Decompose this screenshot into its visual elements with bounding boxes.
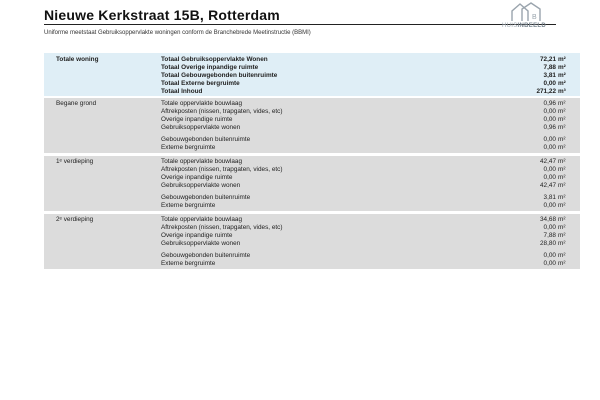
floor-row [44,124,580,132]
floor-row [44,116,580,124]
brand-name [502,23,562,29]
summary-block [44,53,580,96]
floor-item-unit: m² [558,216,566,223]
floor-item-value: 3,81 [543,194,556,201]
summary-item-name: Totaal Overige inpandige ruimte [161,64,259,71]
floor-item-name: Gebruiksoppervlakte wonen [161,124,241,131]
summary-item-unit: m² [558,80,566,87]
floor-item-name: Gebruiksoppervlakte wonen [161,182,241,189]
floor-item-value: 0,96 [543,100,556,107]
floor-row [44,216,580,224]
floor-item-value: 0,00 [543,166,556,173]
floor-item-unit: m² [558,166,566,173]
floor-item-name: Aftrekposten (nissen, trapgaten, vides, etc) [161,224,283,231]
floor-item-unit: m² [558,100,566,107]
floor-item-unit: m² [558,136,566,143]
floor-item-unit: m² [558,182,566,189]
floor-block-2e-verdieping [44,214,580,269]
floor-item-value: 0,00 [543,260,556,267]
floor-item-unit: m² [558,124,566,131]
floor-item-unit: m² [558,224,566,231]
floor-item-unit: m² [558,260,566,267]
summary-item-name: Totaal Inhoud [161,88,203,95]
floor-item-name: Totale oppervlakte bouwlaag [161,100,243,107]
floor-item-name: Overige inpandige ruimte [161,232,233,239]
floor-row [44,136,580,144]
floor-item-name: Gebouwgebonden buitenruimte [161,136,251,143]
floor-item-value: 7,88 [543,232,556,239]
floor-item-unit: m² [558,158,566,165]
floor-item-name: Externe bergruimte [161,202,216,209]
floor-item-value: 0,00 [543,202,556,209]
summary-item-value: 72,21 [540,56,556,63]
floor-item-name: Aftrekposten (nissen, trapgaten, vides, etc) [161,108,283,115]
floor-item-value: 0,96 [543,124,556,131]
floor-item-name: Gebouwgebonden buitenruimte [161,194,251,201]
floor-row [44,224,580,232]
floor-item-name: Externe bergruimte [161,260,216,267]
summary-row [44,56,580,64]
floor-item-name: Aftrekposten (nissen, trapgaten, vides, etc) [161,166,283,173]
floor-label: 2ᵉ verdieping [56,216,94,223]
floor-block-begane-grond [44,98,580,153]
summary-item-unit: m² [558,56,566,63]
floor-item-name: Totale oppervlakte bouwlaag [161,216,243,223]
svg-text:B: B [532,14,537,21]
floor-row [44,182,580,190]
summary-item-name: Totaal Externe bergruimte [161,80,240,87]
summary-item-value: 271,22 [536,88,556,95]
floor-item-value: 42,47 [540,158,556,165]
floor-row [44,174,580,182]
floor-item-unit: m² [558,194,566,201]
floor-row [44,100,580,108]
summary-row [44,72,580,80]
summary-item-value: 0,00 [543,80,556,87]
floor-item-value: 0,00 [543,108,556,115]
floor-item-name: Overige inpandige ruimte [161,116,233,123]
brand-name-bold: INBEELD [517,23,546,29]
header-divider [44,24,556,25]
summary-item-unit: m² [558,64,566,71]
floor-row [44,108,580,116]
floor-item-name: Gebouwgebonden buitenruimte [161,252,251,259]
summary-item-value: 3,81 [543,72,556,79]
floor-row [44,166,580,174]
floor-row [44,260,580,268]
floor-row [44,232,580,240]
floor-item-value: 0,00 [543,224,556,231]
floor-item-name: Gebruiksoppervlakte wonen [161,240,241,247]
floor-item-value: 0,00 [543,144,556,151]
floor-item-name: Totale oppervlakte bouwlaag [161,158,243,165]
summary-label: Totale woning [56,56,99,63]
floor-item-unit: m² [558,240,566,247]
floor-item-unit: m² [558,174,566,181]
floor-label: Begane grond [56,100,97,107]
brand-logo [502,2,562,32]
floor-block-1e-verdieping [44,156,580,211]
floor-item-value: 28,80 [540,240,556,247]
brand-name-light: HUIS [502,23,518,29]
floor-item-name: Overige inpandige ruimte [161,174,233,181]
summary-item-value: 7,88 [543,64,556,71]
floor-label: 1ᵉ verdieping [56,158,94,165]
summary-row [44,88,580,96]
floor-item-unit: m² [558,232,566,239]
floor-item-unit: m² [558,252,566,259]
floor-row [44,158,580,166]
floor-row [44,252,580,260]
floor-item-value: 0,00 [543,136,556,143]
floor-item-value: 0,00 [543,116,556,123]
page-title: Nieuwe Kerkstraat 15B, Rotterdam [44,7,280,23]
floor-row [44,194,580,202]
floor-item-unit: m² [558,144,566,151]
floor-item-unit: m² [558,116,566,123]
floor-item-value: 0,00 [543,252,556,259]
summary-row [44,80,580,88]
summary-item-name: Totaal Gebruiksoppervlakte Wonen [161,56,268,63]
floor-row [44,240,580,248]
summary-item-unit: m² [558,72,566,79]
floor-row [44,202,580,210]
floor-item-unit: m² [558,108,566,115]
floor-item-value: 34,68 [540,216,556,223]
summary-row [44,64,580,72]
summary-item-unit: m³ [558,88,566,95]
page-subtitle: Uniforme meetstaat Gebruiksoppervlakte woningen conform de Branchebrede Meetinstructie (BBMI) [44,30,311,36]
floor-item-value: 42,47 [540,182,556,189]
floor-row [44,144,580,152]
floor-item-value: 0,00 [543,174,556,181]
summary-item-name: Totaal Gebouwgebonden buitenruimte [161,72,278,79]
house-icon [510,2,550,22]
floor-item-name: Externe bergruimte [161,144,216,151]
floor-item-unit: m² [558,202,566,209]
